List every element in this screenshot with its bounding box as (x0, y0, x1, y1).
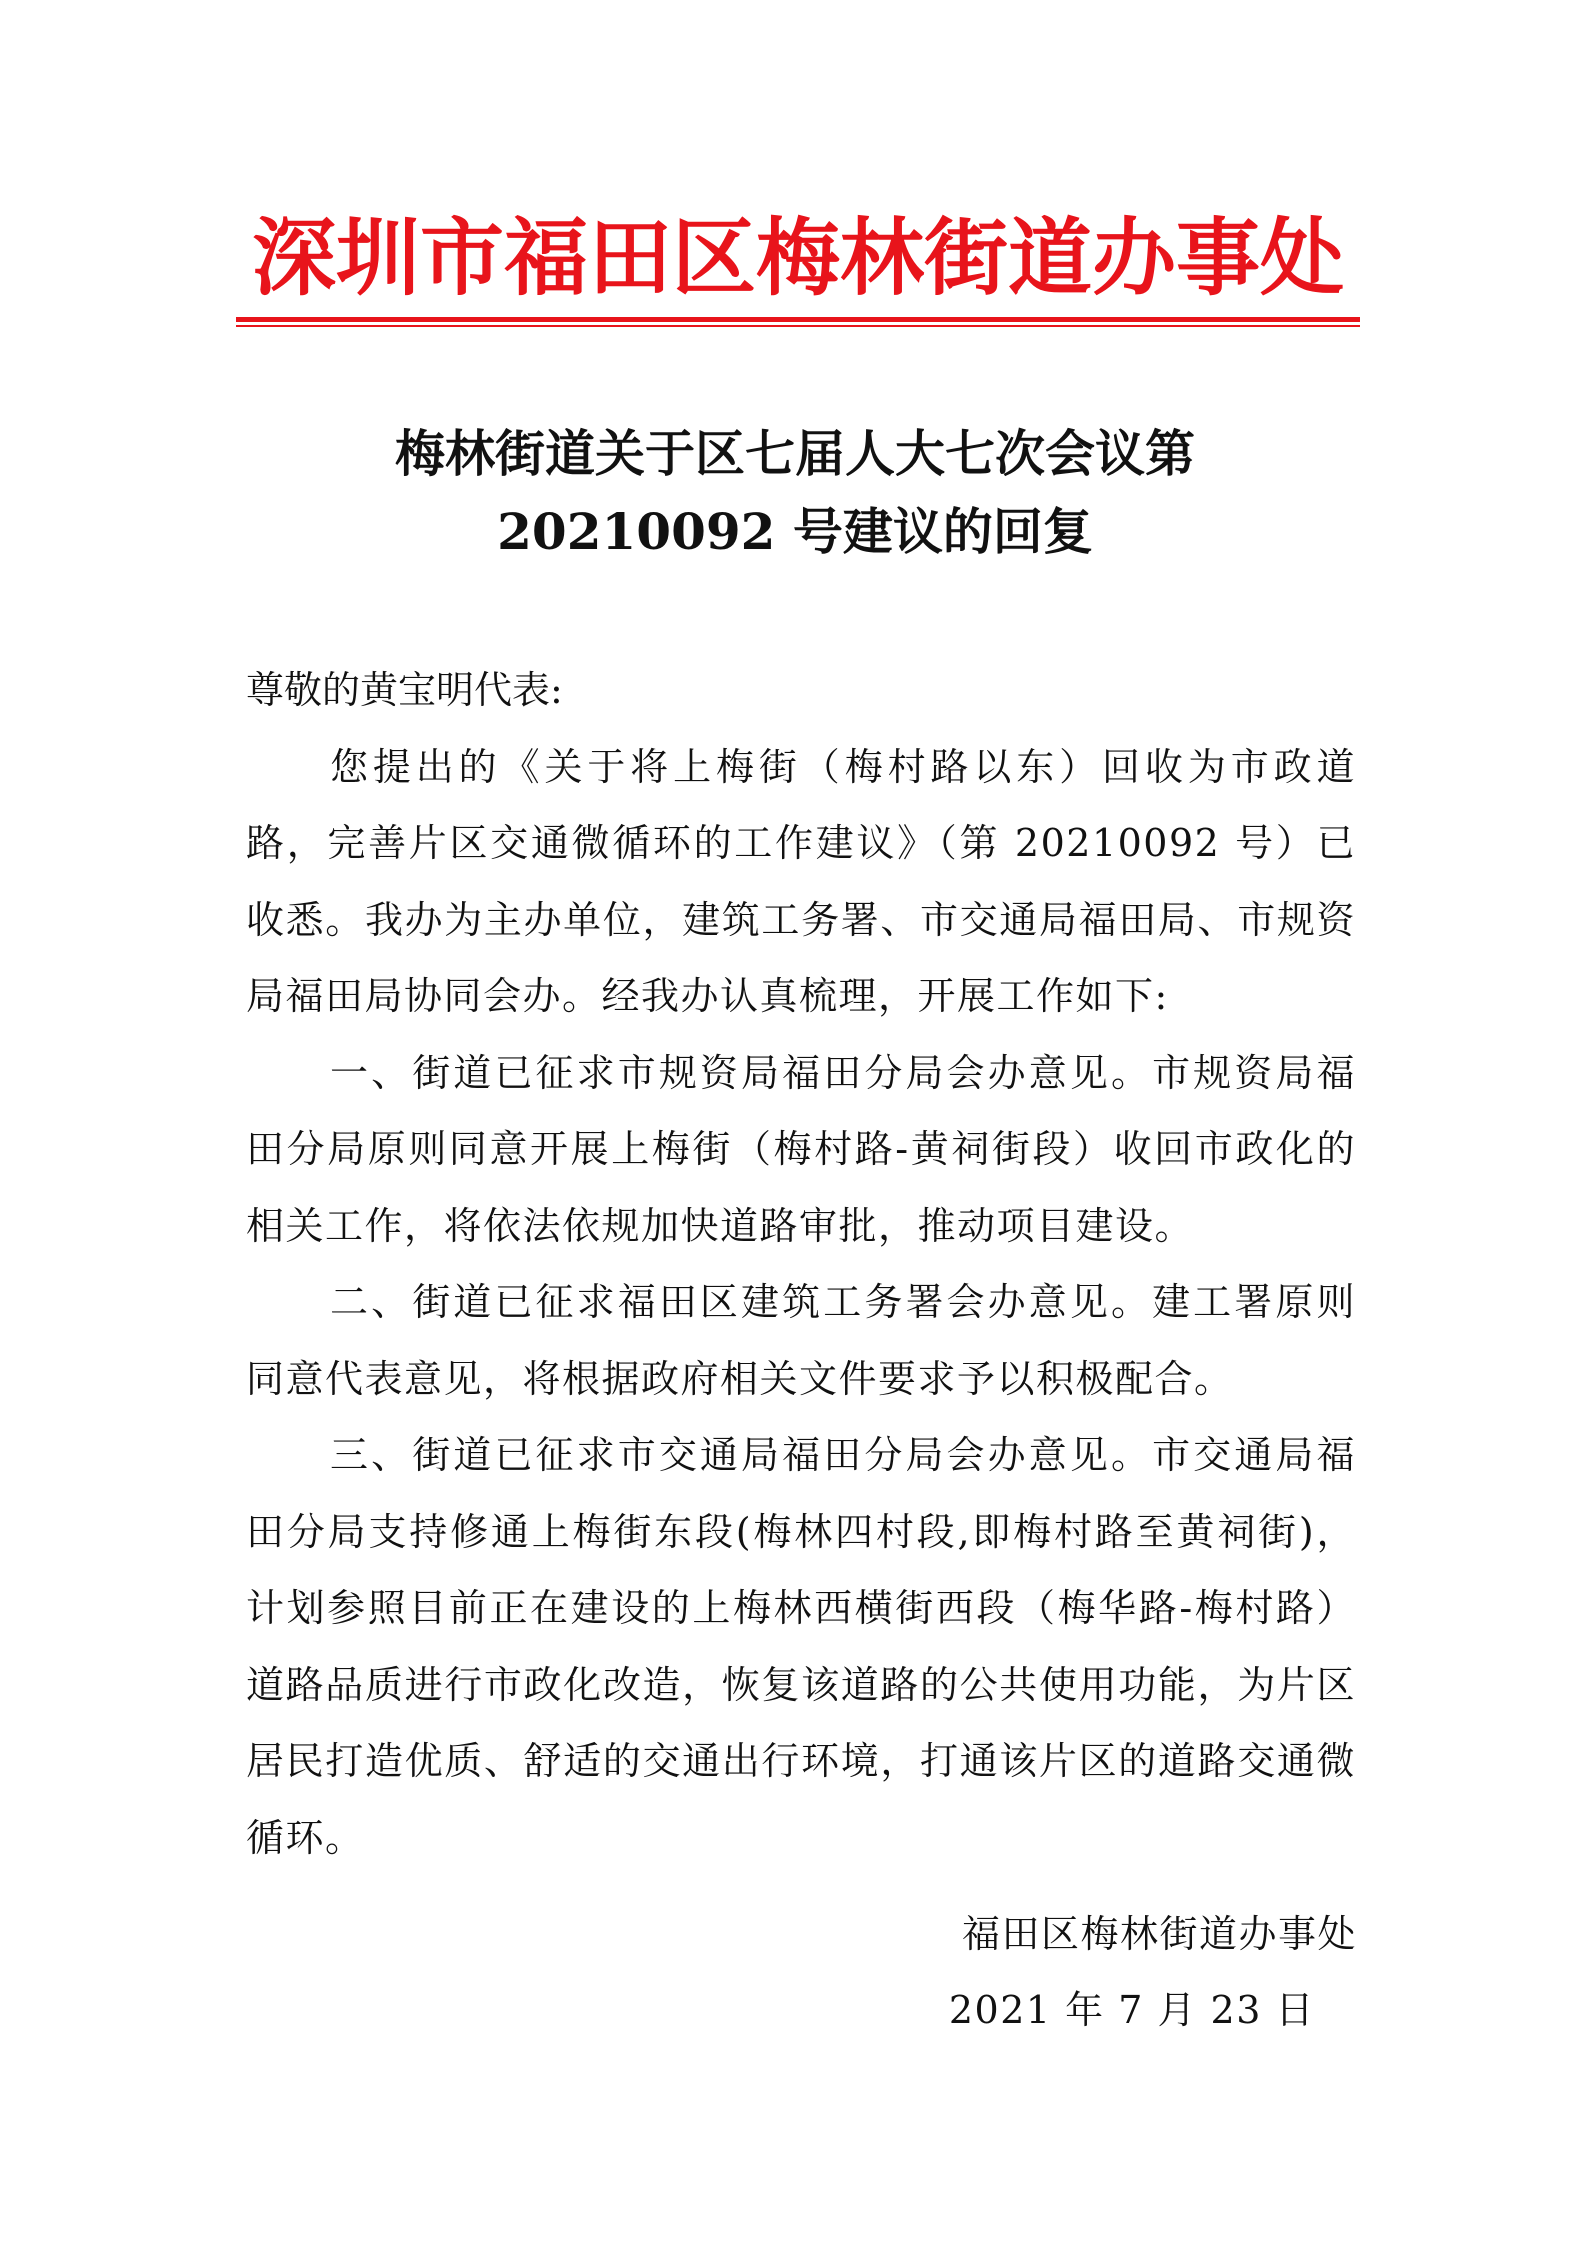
masthead-org-name: 深圳市福田区梅林街道办事处 (251, 208, 1344, 307)
document-title-line-1: 梅林街道关于区七届人大七次会议第 (395, 424, 1195, 483)
salutation: 尊敬的黄宝明代表: (246, 668, 563, 712)
signature-date: 2021 年 7 月 23 日 (948, 1988, 1315, 2032)
paragraph-intro: 您提出的《关于将上梅街（梅村路以东）回收为市政道路，完善片区交通微循环的工作建议》（第 20210092 号）已收悉。我办为主办单位，建筑工务署、市交通局福田局、市规资局福田局协同会办。经我办认真梳理，开展工作如下: (246, 744, 1356, 1018)
letter-body (246, 652, 1356, 1876)
masthead-rule-thick (236, 317, 1360, 322)
document-title (240, 415, 1350, 571)
document-title-line-2: 20210092 号建议的回复 (497, 502, 1093, 561)
signature-org: 福田区梅林街道办事处 (961, 1912, 1357, 1956)
paragraph-item-2: 二、街道已征求福田区建筑工务署会办意见。建工署原则同意代表意见，将根据政府相关文件要求予以积极配合。 (246, 1280, 1356, 1401)
paragraph-item-1: 一、街道已征求市规资局福田分局会办意见。市规资局福田分局原则同意开展上梅街（梅村路-黄祠街段）收回市政化的相关工作，将依法依规加快道路审批，推动项目建设。 (246, 1050, 1356, 1248)
paragraph-item-3: 三、街道已征求市交通局福田分局会办意见。市交通局福田分局支持修通上梅街东段(梅林四村段,即梅村路至黄祠街)，计划参照目前正在建设的上梅林西横街西段（梅华路-梅村路）道路品质进行市政化改造，恢复该道路的公共使用功能，为片区居民打造优质、舒适的交通出行环境，打通该片区的道路交通微循环。 (246, 1433, 1356, 1860)
masthead-rule-thin (236, 325, 1360, 327)
